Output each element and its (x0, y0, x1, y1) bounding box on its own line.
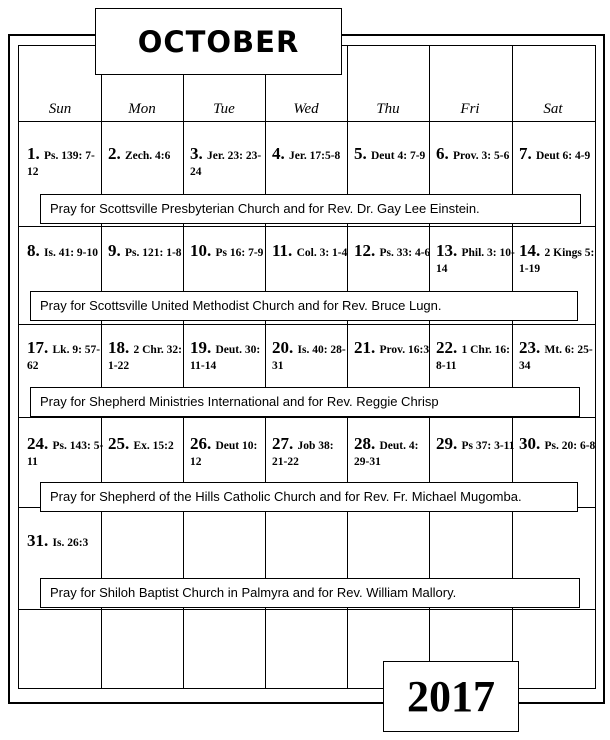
scripture-ref: Ps 37: 3-11 (461, 440, 515, 452)
day-number: 21. (354, 338, 380, 357)
day-number: 29. (436, 434, 462, 453)
day-number: 25. (108, 434, 134, 453)
prayer-banner: Pray for Scottsville Presbyterian Church and for Rev. Dr. Gay Lee Einstein. (40, 194, 581, 224)
prayer-banner: Pray for Shepherd Ministries International and for Rev. Reggie Chrisp (30, 387, 580, 417)
day-cell (272, 243, 351, 261)
scripture-ref: Prov. 16:3 (379, 344, 430, 356)
day-number: 1. (27, 144, 44, 163)
scripture-ref: Zech. 4:6 (125, 150, 171, 162)
day-cell (272, 146, 351, 164)
weekday-thu: Thu (376, 101, 400, 117)
day-cell (108, 243, 187, 261)
prayer-banner: Pray for Shiloh Baptist Church in Palmyra and for Rev. William Mallory. (40, 578, 580, 608)
day-number: 17. (27, 338, 53, 357)
weekday-wed: Wed (293, 101, 319, 117)
grid-line (18, 121, 596, 122)
scripture-ref: Lk. 9: 57-62 (27, 344, 101, 372)
month-title: OCTOBER (95, 8, 342, 75)
day-cell (27, 340, 106, 374)
year-title: 2017 (383, 661, 519, 732)
day-cell (108, 146, 187, 164)
scripture-ref: Ps 16: 7-9 (215, 247, 264, 259)
day-cell (272, 436, 351, 470)
grid-line (18, 417, 596, 418)
grid-line (18, 324, 596, 325)
day-number: 8. (27, 241, 44, 260)
prayer-banner: Pray for Shepherd of the Hills Catholic Church and for Rev. Fr. Michael Mugomba. (40, 482, 578, 512)
scripture-ref: 1 Chr. 16: 8-11 (436, 344, 510, 372)
day-cell (190, 146, 269, 180)
scripture-ref: Is. 40: 28-31 (272, 344, 346, 372)
day-cell (354, 436, 433, 470)
scripture-ref: Job 38: 21-22 (272, 440, 334, 468)
day-cell (27, 533, 106, 551)
day-number: 22. (436, 338, 462, 357)
day-cell (108, 340, 187, 374)
day-cell (354, 340, 433, 358)
grid-line (18, 609, 596, 610)
scripture-ref: Ps. 139: 7-12 (27, 150, 95, 178)
weekday-fri: Fri (460, 101, 480, 117)
scripture-ref: Deut 10: 12 (190, 440, 258, 468)
scripture-ref: Deut. 30: 11-14 (190, 344, 261, 372)
day-number: 9. (108, 241, 125, 260)
day-cell (272, 340, 351, 374)
scripture-ref: Is. 26:3 (52, 537, 89, 549)
weekday-mon: Mon (128, 101, 156, 117)
day-cell (190, 340, 269, 374)
scripture-ref: Col. 3: 1-4 (296, 247, 348, 259)
day-number: 18. (108, 338, 134, 357)
scripture-ref: Jer. 17:5-8 (289, 150, 341, 162)
day-number: 6. (436, 144, 453, 163)
day-number: 30. (519, 434, 545, 453)
day-cell (519, 146, 598, 164)
scripture-ref: 2 Chr. 32: 1-22 (108, 344, 182, 372)
day-number: 23. (519, 338, 545, 357)
day-number: 31. (27, 531, 53, 550)
scripture-ref: Is. 41: 9-10 (44, 247, 98, 259)
scripture-ref: Phil. 3: 10-14 (436, 247, 515, 275)
scripture-ref: 2 Kings 5: 1-19 (519, 247, 595, 275)
day-number: 10. (190, 241, 216, 260)
day-cell (190, 243, 269, 261)
scripture-ref: Jer. 23: 23-24 (190, 150, 262, 178)
day-cell (27, 146, 106, 180)
day-cell (436, 146, 515, 164)
day-cell (27, 436, 106, 470)
day-cell (354, 146, 433, 164)
day-number: 12. (354, 241, 380, 260)
grid-line (18, 226, 596, 227)
day-cell (354, 243, 433, 261)
day-number: 14. (519, 241, 545, 260)
day-number: 19. (190, 338, 216, 357)
day-cell (519, 340, 598, 374)
day-number: 5. (354, 144, 371, 163)
day-number: 28. (354, 434, 380, 453)
day-cell (436, 340, 515, 374)
scripture-ref: Deut. 4: 29-31 (354, 440, 419, 468)
day-cell (190, 436, 269, 470)
scripture-ref: Prov. 3: 5-6 (453, 150, 510, 162)
weekday-sun: Sun (48, 101, 72, 117)
scripture-ref: Ps. 20: 6-8 (544, 440, 596, 452)
day-number: 4. (272, 144, 289, 163)
day-number: 11. (272, 241, 297, 260)
scripture-ref: Mt. 6: 25-34 (519, 344, 593, 372)
day-number: 26. (190, 434, 216, 453)
day-number: 27. (272, 434, 298, 453)
day-number: 7. (519, 144, 536, 163)
scripture-ref: Deut 4: 7-9 (371, 150, 426, 162)
day-number: 13. (436, 241, 462, 260)
day-number: 20. (272, 338, 298, 357)
scripture-ref: Ps. 33: 4-6 (379, 247, 431, 259)
day-cell (436, 243, 515, 277)
weekday-sat: Sat (543, 101, 563, 117)
scripture-ref: Deut 6: 4-9 (536, 150, 591, 162)
scripture-ref: Ex. 15:2 (133, 440, 174, 452)
day-cell (108, 436, 187, 454)
prayer-banner: Pray for Scottsville United Methodist Church and for Rev. Bruce Lugn. (30, 291, 578, 321)
scripture-ref: Ps. 121: 1-8 (125, 247, 182, 259)
day-cell (519, 243, 598, 277)
day-cell (519, 436, 598, 454)
day-cell (436, 436, 515, 454)
scripture-ref: Ps. 143: 5-11 (27, 440, 104, 468)
day-cell (27, 243, 106, 261)
weekday-tue: Tue (213, 101, 235, 117)
day-number: 24. (27, 434, 53, 453)
day-number: 3. (190, 144, 207, 163)
day-number: 2. (108, 144, 125, 163)
